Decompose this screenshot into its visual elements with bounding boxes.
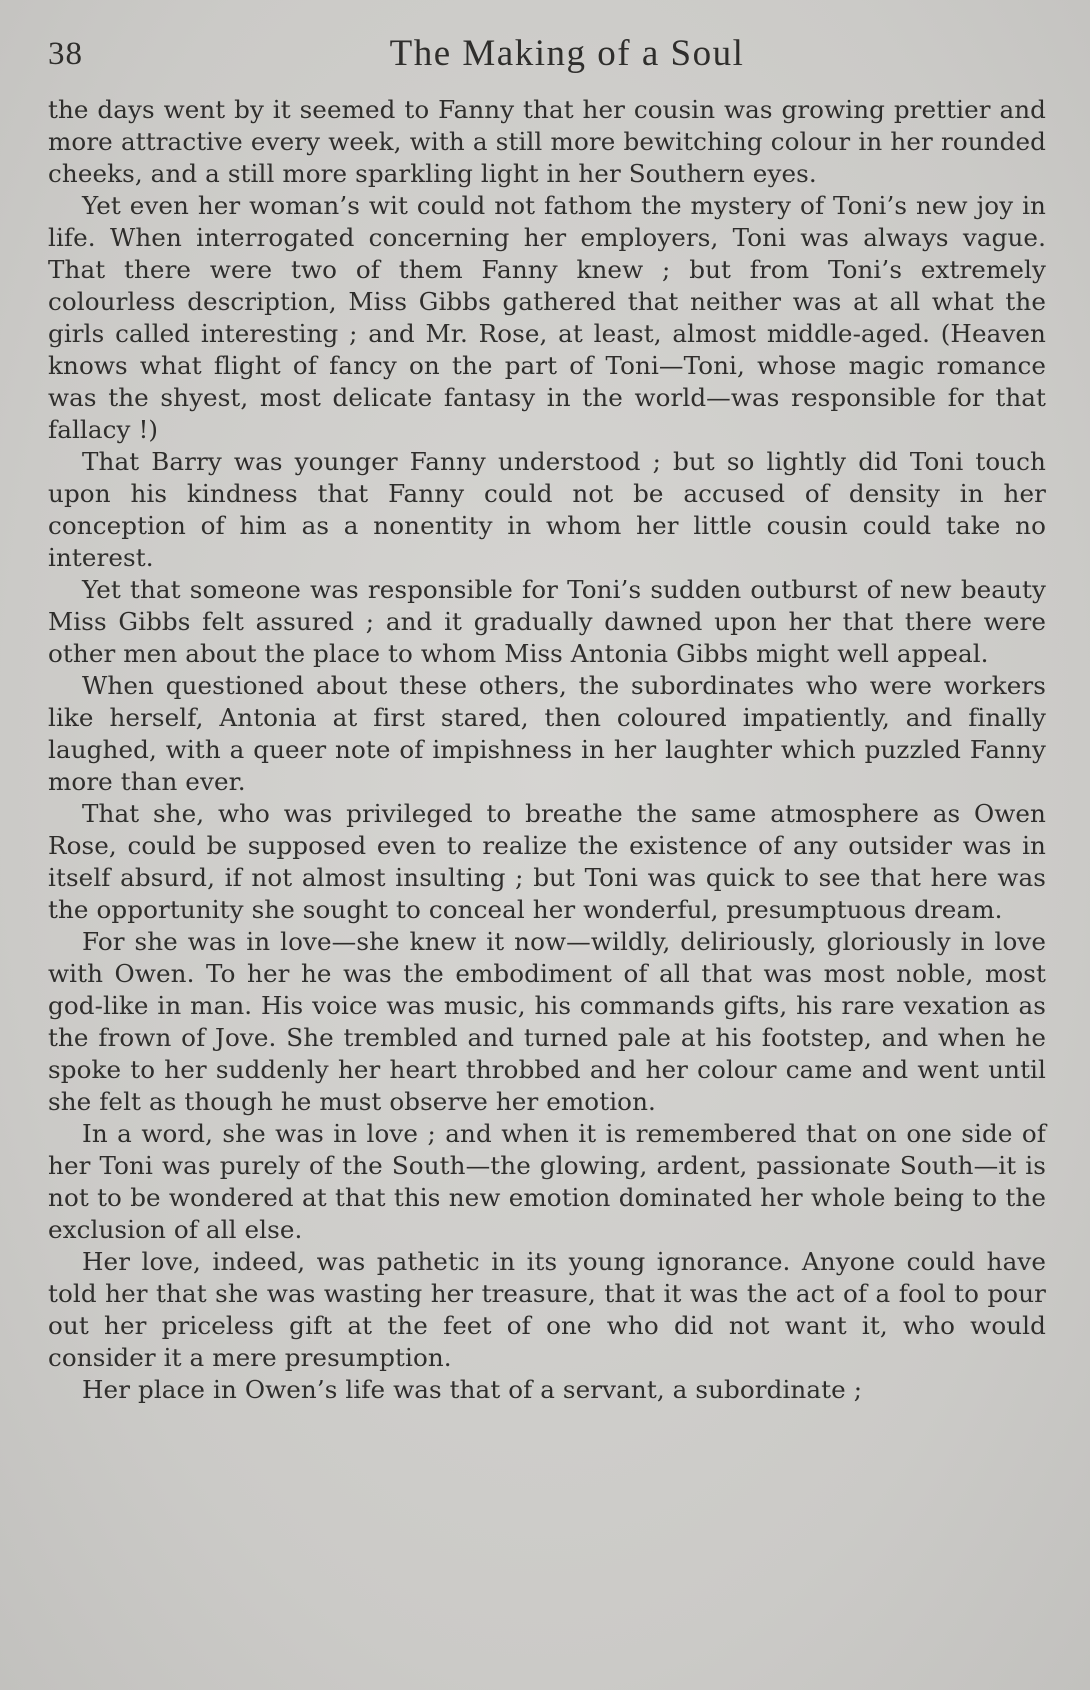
paragraph: That Barry was younger Fanny understood ; but so lightly did Toni touch upon his kindness that Fanny could not be accused of density in her conception of him as a nonentity in whom her little cousin could take no interest. — [48, 447, 1046, 572]
body-text — [48, 94, 1046, 1406]
paragraph: That she, who was privileged to breathe the same atmosphere as Owen Rose, could be supposed even to realize the existence of any outsider was in itself absurd, if not almost insulting ; but Toni was quick to see that here was the opportunity she sought to conceal her wonderful, presumptuous dream. — [48, 799, 1046, 924]
paragraph: When questioned about these others, the subordinates who were workers like herself, Antonia at first stared, then coloured impatiently, and finally laughed, with a queer note of impishness in her laughter which puzzled Fanny more than ever. — [48, 671, 1046, 796]
paragraph: the days went by it seemed to Fanny that her cousin was growing prettier and more attractive every week, with a still more bewitching colour in her rounded cheeks, and a still more sparkling light in her Southern eyes. — [48, 95, 1046, 188]
paragraph: Yet even her woman’s wit could not fathom the mystery of Toni’s new joy in life. When interrogated concerning her employers, Toni was always vague. That there were two of them Fanny knew ; but from Toni’s extremely colourless description, Miss Gibbs gathered that neither was at all what the girls called interesting ; and Mr. Rose, at least, almost middle-aged. (Heaven knows what flight of fancy on the part of Toni—Toni, whose magic romance was the shyest, most delicate fantasy in the world—was responsible for that fallacy !) — [48, 191, 1046, 444]
running-title: The Making of a Soul — [389, 33, 745, 74]
page-header — [48, 30, 1046, 88]
page-number: 38 — [48, 36, 83, 72]
paragraph: Yet that someone was responsible for Toni’s sudden outburst of new beauty Miss Gibbs felt assured ; and it gradually dawned upon her that there were other men about the place to whom Miss Antonia Gibbs might well appeal. — [48, 575, 1046, 668]
paragraph: In a word, she was in love ; and when it is remembered that on one side of her Toni was purely of the South—the glowing, ardent, passionate South—it is not to be wondered at that this new emotion dominated her whole being to the exclusion of all else. — [48, 1119, 1046, 1244]
paragraph: For she was in love—she knew it now—wildly, deliriously, gloriously in love with Owen. To her he was the embodiment of all that was most noble, most god-like in man. His voice was music, his commands gifts, his rare vexation as the frown of Jove. She trembled and turned pale at his footstep, and when he spoke to her suddenly her heart throbbed and her colour came and went until she felt as though he must observe her emotion. — [48, 927, 1046, 1116]
paragraph: Her place in Owen’s life was that of a servant, a subordinate ; — [82, 1375, 863, 1404]
paragraph: Her love, indeed, was pathetic in its young ignorance. Anyone could have told her that she was wasting her treasure, that it was the act of a fool to pour out her priceless gift at the feet of one who did not want it, who would consider it a mere presumption. — [48, 1247, 1046, 1372]
